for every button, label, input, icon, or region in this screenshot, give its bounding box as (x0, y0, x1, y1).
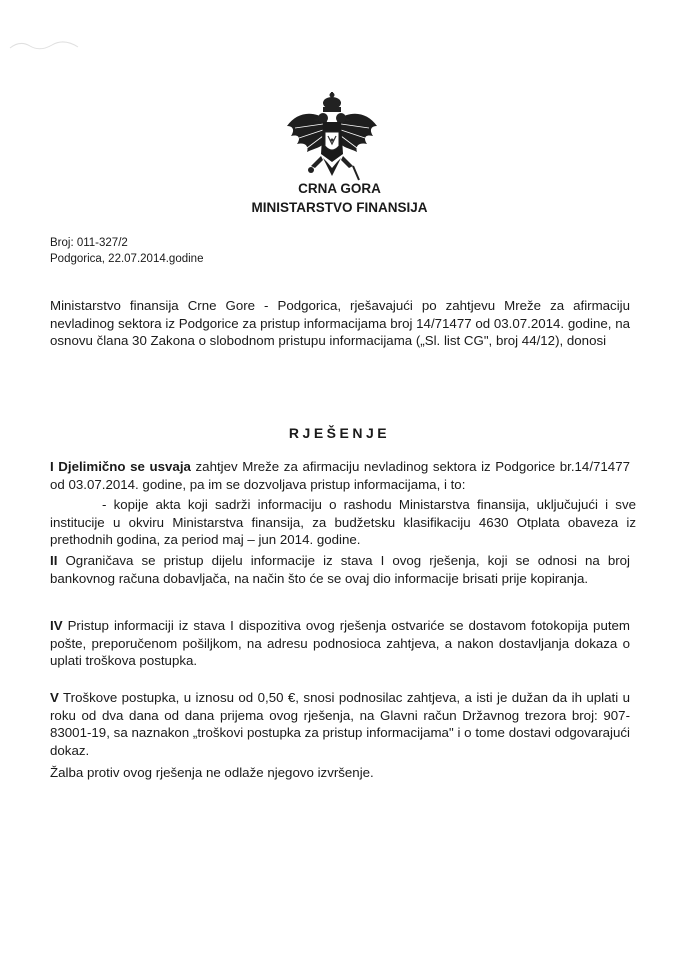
section-v-text: Troškove postupka, u iznosu od 0,50 €, snosi podnosilac zahtjeva, a isti je dužan da ih uplati u roku od dva dana od dana prijema ovog rješenja, na Glavni račun Državnog trezora broj: 907-83001-19, sa naznakon „troškovi postupka za pristup informacijama" i o tome dostavi odgovarajući dokaz. (50, 690, 630, 758)
scan-artifact-mark (8, 36, 88, 54)
section-ii-label: II (50, 553, 58, 568)
section-i-label: I Djelimično se usvaja (50, 459, 191, 474)
decision-title: RJEŠENJE (288, 425, 391, 441)
section-i-bullet-text: - kopije akta koji sadrži informaciju o rashodu Ministarstva finansija, uključujući i sve institucije u okviru Ministarstva finansija, za budžetsku klasifikaciju 4630 Otplata obaveza iz prethodnih godina, za period maj – jun 2014. godine. (50, 497, 636, 547)
section-v-paragraph (50, 689, 630, 759)
ministry-heading: MINISTARSTVO FINANSIJA (251, 200, 428, 215)
intro-paragraph: Ministarstvo finansija Crne Gore - Podgorica, rješavajući po zahtjevu Mreže za afirmaciju nevladinog sektora iz Podgorice za pristup informacijama broj 14/71477 od 03.07.2014. godine, na osnovu člana 30 Zakona o slobodnom pristupu informacijama („Sl. list CG", broj 44/12), donosi (50, 298, 630, 348)
appeal-paragraph: Žalba protiv ovog rješenja ne odlaže njegovo izvršenje. (50, 765, 374, 780)
section-iv-paragraph (50, 617, 630, 670)
section-v-label: V (50, 690, 59, 705)
place-date: Podgorica, 22.07.2014.godine (50, 253, 204, 265)
section-ii-text: Ograničava se pristup dijelu informacije iz stava I ovog rješenja, koji se odnosi na broj bankovnog računa dobavljača, na način što će se ovaj dio informacije brisati prije kopiranja. (50, 553, 630, 586)
country-heading: CRNA GORA (298, 181, 381, 196)
section-ii-paragraph (50, 552, 630, 587)
section-iv-text: Pristup informaciji iz stava I dispozitiva ovog rješenja ostvariće se dostavom fotokopija putem pošte, preporučenom pošiljkom, na adresu podnosioca zahtjeva, a nakon dostavljanja dokaza o uplati troškova postupka. (50, 618, 630, 668)
section-i-paragraph (50, 458, 630, 493)
section-i-text: zahtjev Mreže za afirmaciju nevladinog sektora iz Podgorice br.14/71477 od 03.07.2014. godine, pa im se dozvoljava pristup informacijama, i to: (50, 459, 630, 492)
reference-number: Broj: 011-327/2 (50, 237, 128, 249)
section-iv-label: IV (50, 618, 63, 633)
section-i-bullet (50, 496, 636, 549)
montenegro-coat-of-arms-icon (283, 92, 381, 184)
